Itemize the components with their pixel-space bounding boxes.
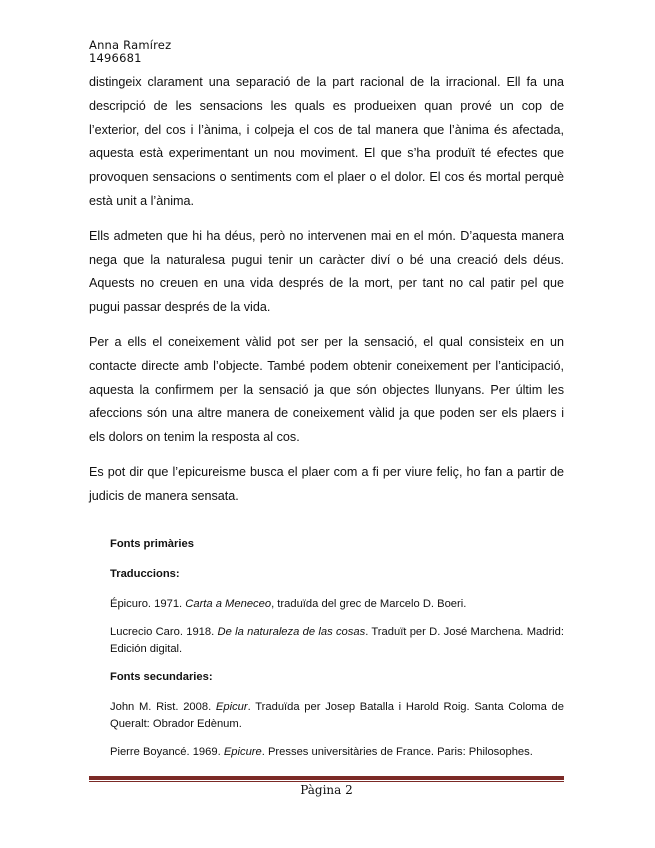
secondary-sources-heading: Fonts secundaries: [110, 671, 213, 683]
reference-details: . Traduïda per Josep Batalla i Harold Roig. Santa Coloma de Queralt: Obrador Edènum. [110, 701, 564, 730]
reference-author-year: John M. Rist. 2008. [110, 701, 216, 713]
reference-title: Carta a Meneceo [185, 598, 272, 610]
body-paragraph: Es pot dir que l’epicureisme busca el plaer com a fi per viure feliç, ho fan a partir de judicis de manera sensata. [89, 464, 564, 503]
body-paragraph: Ells admeten que hi ha déus, però no intervenen mai en el món. D’aquesta manera nega que la naturalesa pugui tenir un caràcter diví o bé una creació dels déus. Aquests no creuen en una vida després de la mort, per tant no cal patir pel que pugui passar després de la vida. [89, 228, 564, 315]
page-header [89, 39, 171, 65]
translations-heading: Traduccions: [110, 568, 180, 580]
reference-entry [110, 744, 564, 761]
reference-author-year: Lucrecio Caro. 1918. [110, 626, 218, 638]
bibliography [110, 536, 564, 761]
body-paragraph: Per a ells el coneixement vàlid pot ser per la sensació, el qual consisteix en un contacte directe amb l’objecte. També podem obtenir coneixement per l’anticipació, aquesta la confirmem per la sensació ja que són objectes llunyans. Per últim les afeccions són una altre manera de coneixement vàlid ja que poden ser els plaers i els dolors on tenim la resposta al cos. [89, 334, 564, 445]
reference-details: , traduïda del grec de Marcelo D. Boeri. [271, 598, 467, 610]
body-text [89, 71, 564, 520]
reference-author-year: Pierre Boyancé. 1969. [110, 746, 224, 758]
body-paragraph: distingeix clarament una separació de la part racional de la irracional. Ell fa una descripció de les sensacions les quals es produeixen quan prové un cop de l’exterior, del cos i l’ànima, i colpeja el cos de tal manera que l’ànima és afectada, aquesta està experimentant un nou moviment. El que s’ha produït té efectes que provoquen sensacions o sentiments com el plaer o el dolor. El cos és mortal perquè està unit a l’ànima. [89, 75, 564, 208]
reference-title: De la naturaleza de las cosas [217, 626, 366, 638]
footer-divider [89, 776, 564, 780]
reference-entry [110, 596, 564, 613]
reference-entry [110, 699, 564, 733]
reference-details: . Presses universitàries de France. Paris: Philosophes. [261, 746, 533, 758]
reference-title: Epicur [215, 701, 248, 713]
reference-entry [110, 624, 564, 658]
reference-details: . Traduït per D. José Marchena. Madrid: Edición digital. [110, 626, 565, 655]
reference-title: Epicure [223, 746, 262, 758]
author-name: Anna Ramírez [89, 38, 172, 52]
primary-sources-heading: Fonts primàries [110, 538, 194, 550]
page-number: Pàgina 2 [300, 783, 353, 797]
reference-author-year: Épicuro. 1971. [110, 598, 186, 610]
student-id: 1496681 [89, 51, 142, 65]
